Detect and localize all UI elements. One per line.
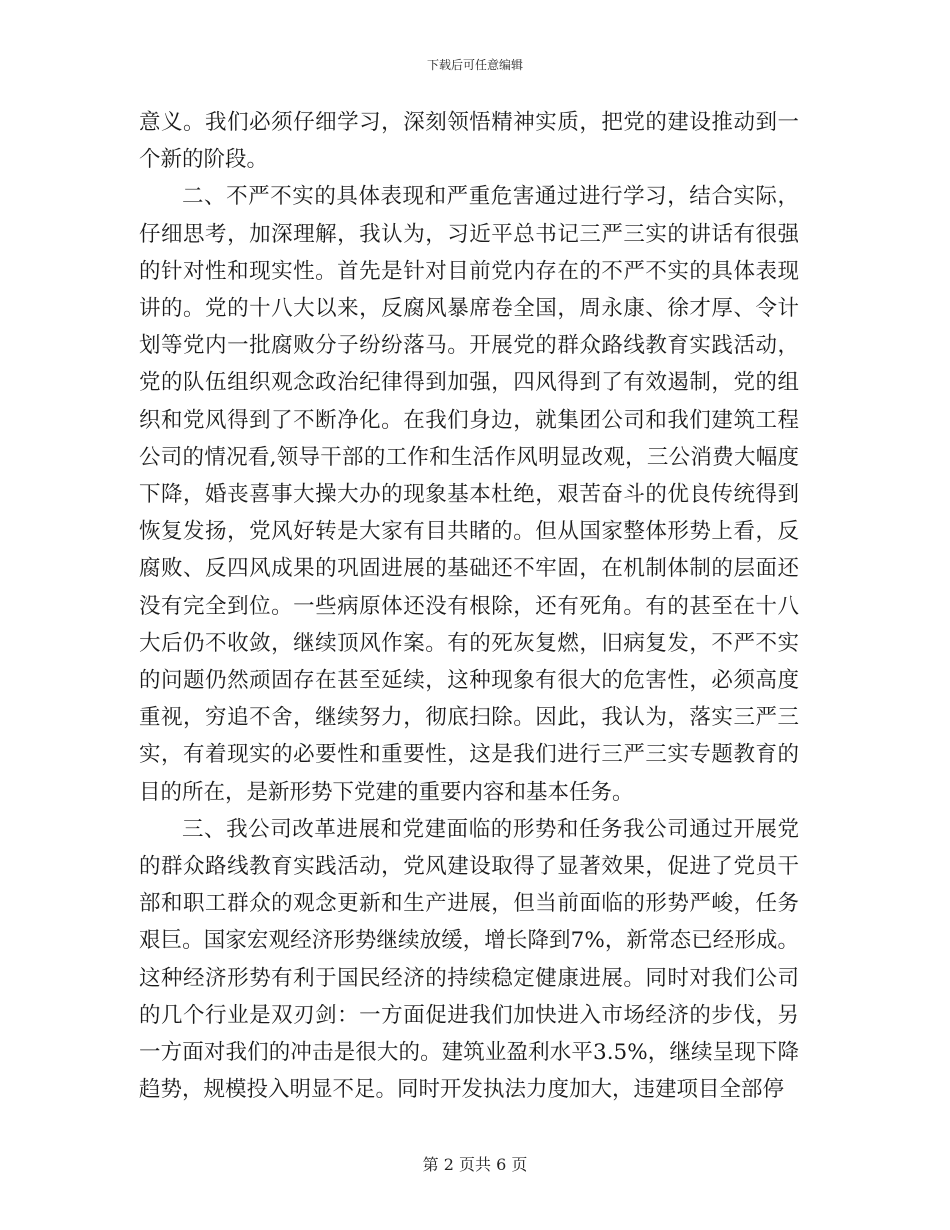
page-header: 下载后可任意编辑 (426, 58, 523, 72)
paragraph-3: 三、我公司改革进展和党建面临的形势和任务我公司通过开展党的群众路线教育实践活动，党风建设取得了显著效果，促进了党员干部和职工群众的观念更新和生产进展，但当前面临的形势严峻，任务艰巨。国家宏观经济形势继续放缓，增长降到7%，新常态已经形成。这种经济形势有利于国民经济的持续稳定健康进展。同时对我们公司的几个行业是双刃剑：一方面促进我们加快进入市场经济的步伐，另一方面对我们的冲击是很大的。建筑业盈利水平3.5%，继续呈现下降趋势，规模投入明显不足。同时开发执法力度加大，违建项目全部停 (139, 816, 799, 1103)
document-body (139, 104, 799, 1108)
paragraph-1: 意义。我们必须仔细学习，深刻领悟精神实质，把党的建设推动到一个新的阶段。 (139, 110, 799, 173)
paragraph-2: 二、不严不实的具体表现和严重危害通过进行学习，结合实际，仔细思考，加深理解，我认为，习近平总书记三严三实的讲话有很强的针对性和现实性。首先是针对目前党内存在的不严不实的具体表现讲的。党的十八大以来，反腐风暴席卷全国，周永康、徐才厚、令计划等党内一批腐败分子纷纷落马。开展党的群众路线教育实践活动，党的队伍组织观念政治纪律得到加强，四风得到了有效遏制，党的组织和党风得到了不断净化。在我们身边，就集团公司和我们建筑工程公司的情况看,领导干部的工作和生活作风明显改观，三公消费大幅度下降，婚丧喜事大操大办的现象基本杜绝，艰苦奋斗的优良传统得到恢复发扬，党风好转是大家有目共睹的。但从国家整体形势上看，反腐败、反四风成果的巩固进展的基础还不牢固，在机制体制的层面还没有完全到位。一些病原体还没有根除，还有死角。有的甚至在十八大后仍不收敛，继续顶风作案。有的死灰复燃，旧病复发，不严不实的问题仍然顽固存在甚至延续，这种现象有很大的危害性，必须高度重视，穷追不舍，继续努力，彻底扫除。因此，我认为，落实三严三实，有着现实的必要性和重要性，这是我们进行三严三实专题教育的目的所在，是新形势下党建的重要内容和基本任务。 (139, 184, 799, 805)
page-number-footer: 第 2 页共 6 页 (422, 1155, 528, 1174)
